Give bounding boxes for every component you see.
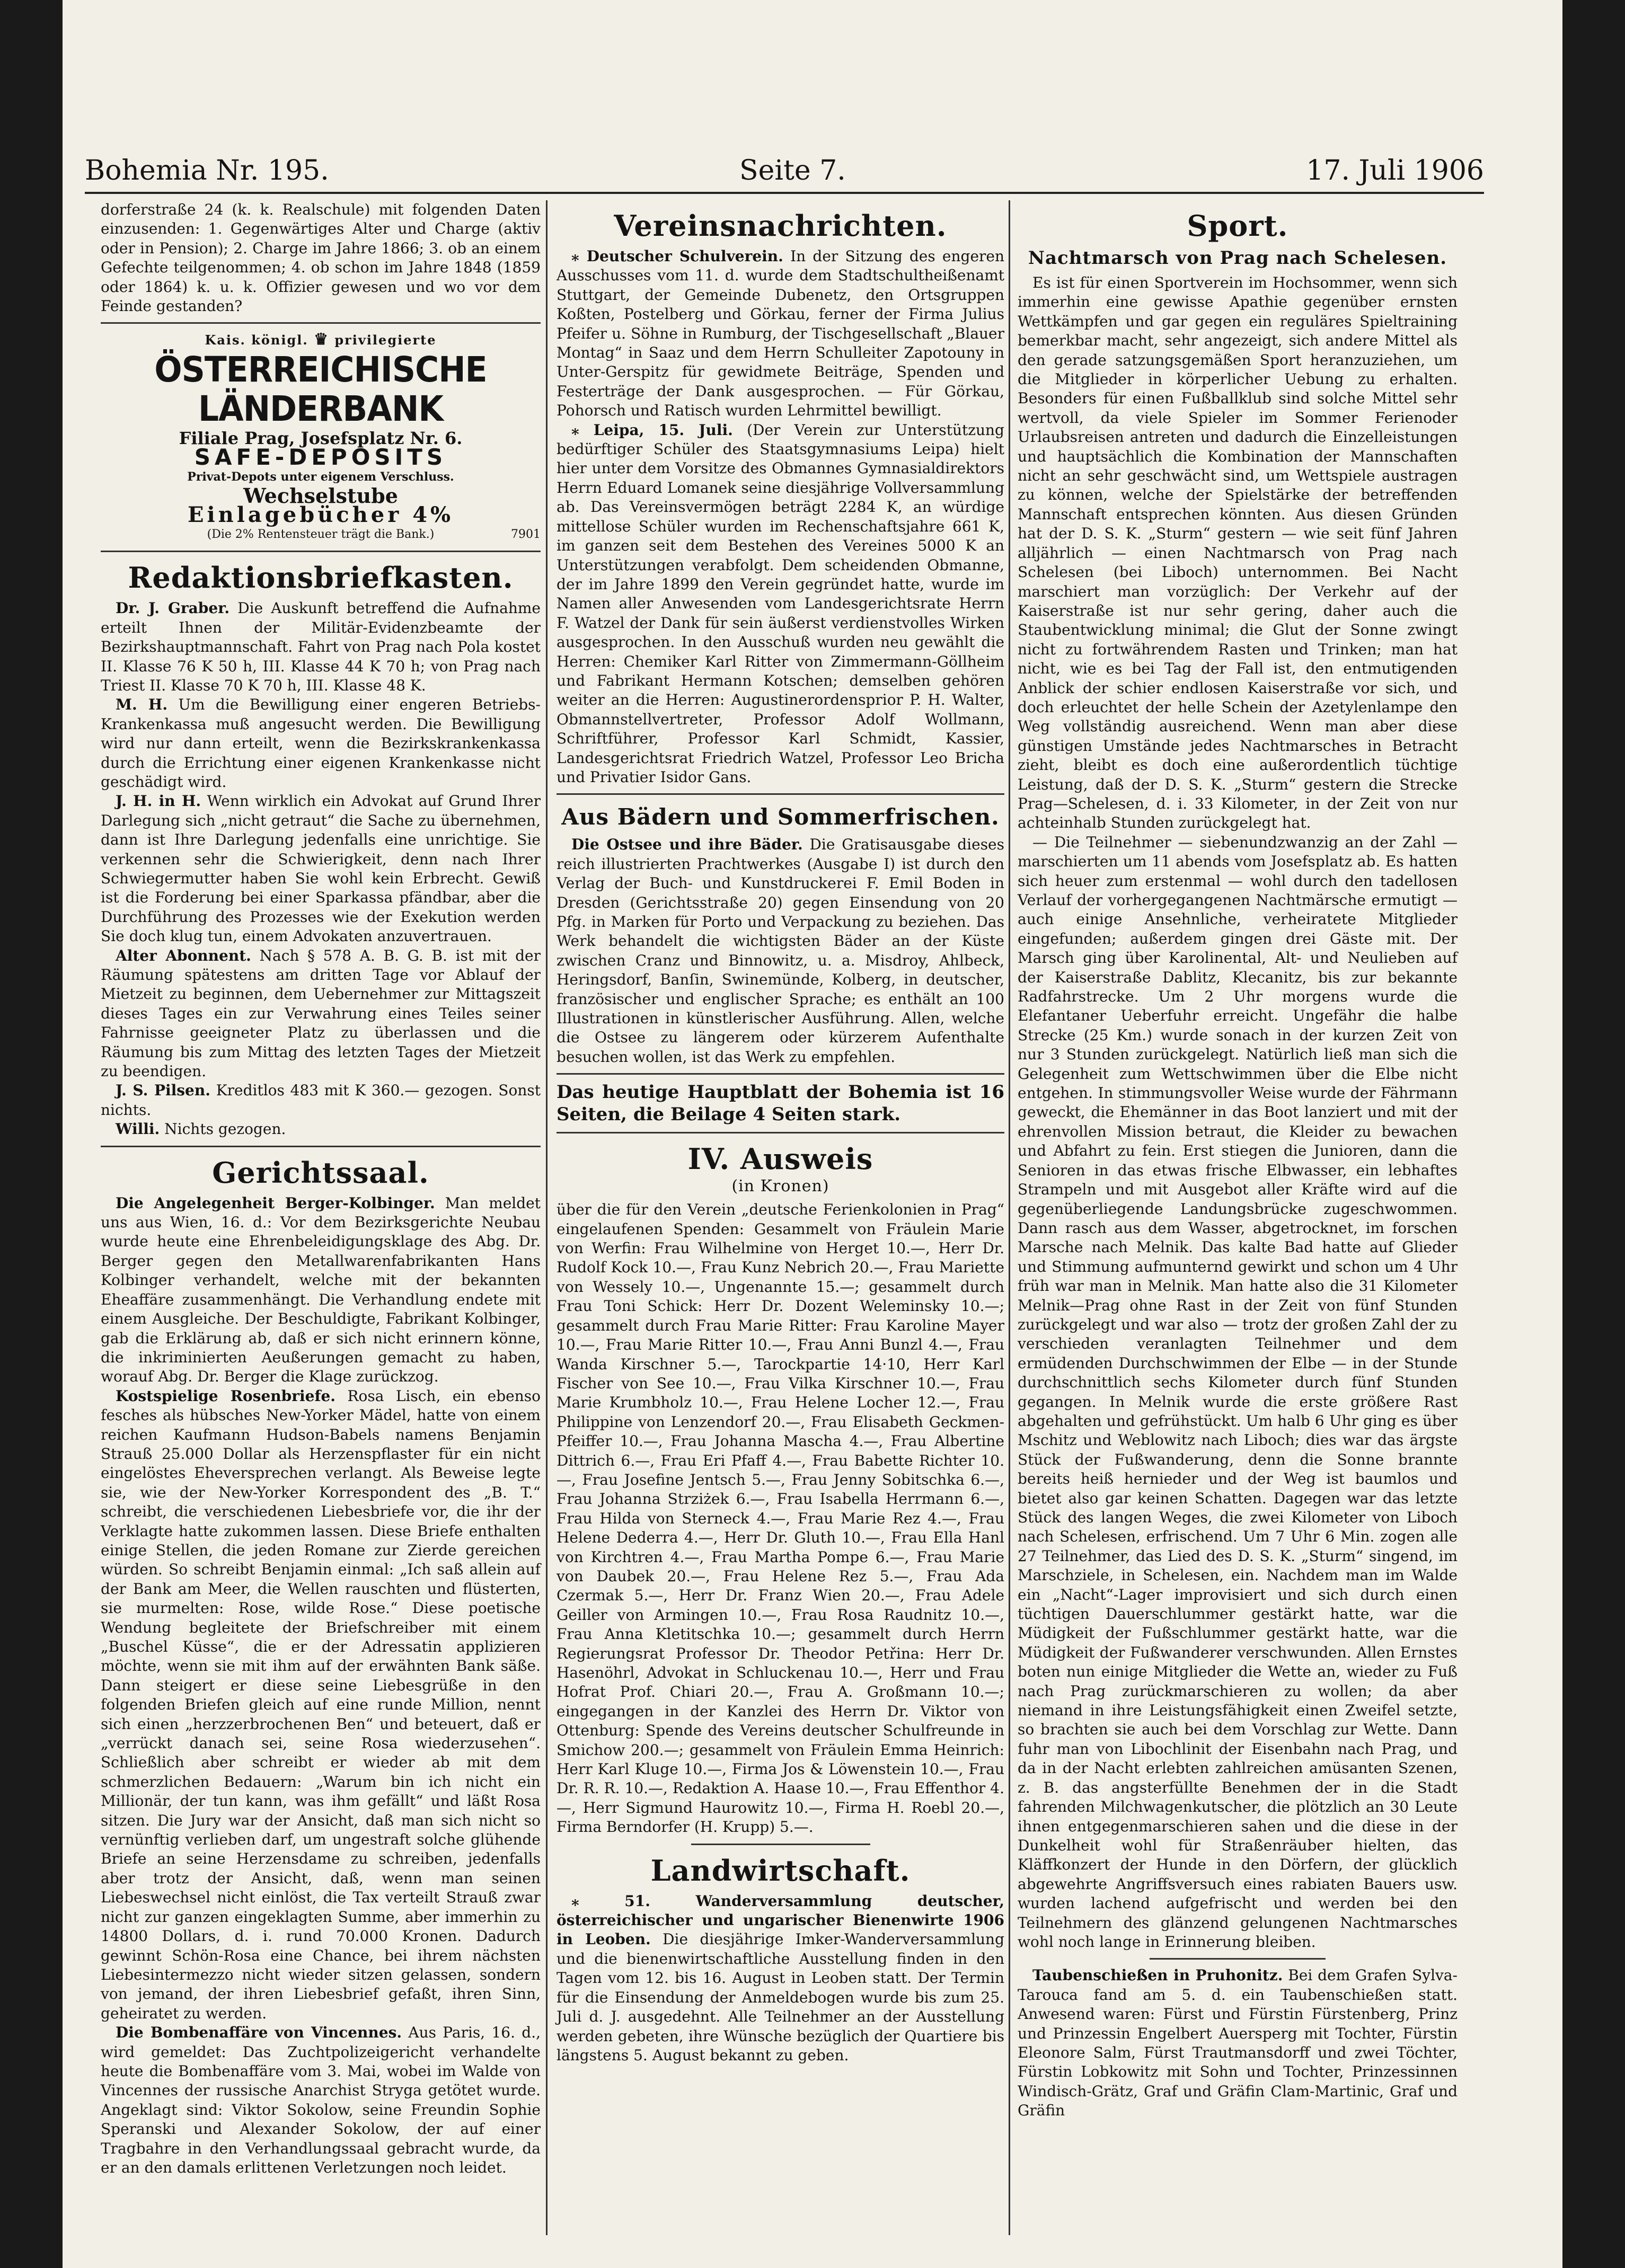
- section-title-briefkasten: Redaktionsbriefkasten.: [128, 561, 514, 595]
- article: [557, 421, 1004, 787]
- column-divider: [546, 200, 547, 2235]
- ad-privilege-a: Kais. königl.: [205, 332, 308, 348]
- donation-list: über die für den Verein „deutsche Ferienkolonien in Prag“ eingelaufenen Spenden: Gesammelt von Fräulein Marie von Werfin: Frau Wilhelmine von Herget 10.—, Herr Dr. Rudolf Kock 10.—, Frau Kunz Nebrich 20.—, Frau Mariette von Wessely 10.—, Ungenannte 15.—; gesammelt durch Frau Toni Schick: Herr Dr. Dozent Weleminsky 10.—; gesammelt durch Frau Marie Ritter: Frau Karoline Mayer 10.—, Frau Marie Ritter 10.—, Frau Anni Bunzl 4.—, Frau Wanda Kirschner 5.—, Tarockpartie 14·10, Herr Karl Fischer von See 10.—, Frau Vilka Kirschner 10.—, Frau Marie Krumbholz 10.—, Frau Helene Locher 12.—, Frau Philippine von Lenzendorf 20.—, Frau Elisabeth Geckmen-Pfeiffer 10.—, Frau Johanna Mascha 4.—, Frau Albertine Dittrich 6.—, Frau Eri Pfaff 4.—, Frau Babette Richter 10.—, Frau Josefine Jentsch 5.—, Frau Jenny Sobitschka 6.—, Frau Johanna Strziżek 6.—, Frau Isabella Herrmann 6.—, Frau Hilda von Sterneck 4.—, Frau Marie Rez 4.—, Frau Helene Dederra 4.—, Herr Dr. Gluth 10.—, Frau Ella Hanl von Kirchtren 4.—, Frau Martha Pompe 6.—, Frau Marie von Daubek 20.—, Frau Helene Rez 5.—, Frau Ada Czermak 5.—, Herr Dr. Franz Wien 20.—, Frau Adele Geiller von Armingen 10.—, Frau Rosa Raudnitz 10.—, Frau Anna Kletitschka 10.—; gesammelt durch Herrn Regierungsrat Professor Dr. Theodor Petřina: Herr Dr. Hasenöhrl, Advokat in Schluckenau 10.—, Herr und Frau Hofrat Prof. Chiari 20.—, Frau A. Großmann 10.—; eingegangen in der Kanzlei des Herrn Dr. Viktor von Ottenburg: Spende des Vereins deutscher Schulfreunde in Smichow 200.—; gesammelt von Fräulein Emma Heinrich: Herr Karl Kluge 10.—, Firma Jos & Löwenstein 10.—, Frau Dr. R. R. 10.—, Redaktion A. Haase 10.—, Frau Effenthor 4.—, Herr Sigmund Haurowitz 10.—, Firma H. Roebl 20.—, Firma Berndorfer (H. Krupp) 5.—.: [557, 1201, 1004, 1836]
- article-text: Die Gratisausgabe dieses reich illustrierten Prachtwerkes (Ausgabe I) ist durch den Verlag der Buch- und Kunstdruckerei F. Emil Boden in Dresden (Gerichtsstraße 20) gegen Einsendung von 20 Pfg. in Marken für Porto und Verpackung zu beziehen. Das Werk behandelt die wichtigsten Bäder an der Küste zwischen Cranz und Binnowitz, u. a. Misdroy, Ahlbeck, Heringsdorf, Banſin, Swinemünde, Kolberg, in deutscher, französischer und englischer Sprache; es enthält an 100 Illustrationen in künstlerischer Ausführung. Allen, welche die Ostsee zu längerem oder kürzerem Aufenthalte besuchen wollen, ist das Werk zu empfehlen.: [557, 836, 1004, 1066]
- article: [1018, 1966, 1458, 2120]
- reply-recipient: Willi.: [116, 1120, 160, 1138]
- reply-text: Die Auskunft betreffend die Aufnahme erteilt Ihnen der Militär-Evidenzbeamte der Bezirkshauptmannschaft. Fahrt von Prag nach Pola kostet II. Klasse 76 K 50 h, III. Klasse 44 K 70 h; von Prag nach Triest II. Klasse 70 K 70 h, III. Klasse 48 K.: [101, 599, 541, 694]
- safe-deposits: SAFE-DEPOSITS: [194, 444, 447, 471]
- letter-reply: [101, 599, 541, 695]
- article-headline: Taubenschießen in Pruhonitz.: [1032, 1966, 1283, 1984]
- ad-privilege-b: privilegierte: [334, 332, 437, 348]
- divider: [101, 1146, 541, 1147]
- newspaper-issue: Bohemia Nr. 195.: [85, 155, 329, 187]
- issue-date: 17. Juli 1906: [1306, 155, 1484, 187]
- reply-text: Nach § 578 A. B. G. B. ist mit der Räumung spätestens am dritten Tage vor Ablauf der Mietzeit zu beginnen, dem Uebernehmer zur Mittagszeit dieses Tages ein zur Verwahrung eines Teiles seiner Fahrnisse geeigneter Platz zu überlassen und die Räumung bis zum Mittag des letzten Tages der Mietzeit zu beendigen.: [101, 946, 541, 1080]
- article-headline: Kostspielige Rosenbriefe.: [116, 1387, 336, 1405]
- savings-books: Einlagebücher 4%: [187, 502, 454, 528]
- bank-advertisement: [101, 330, 541, 544]
- bank-name: ÖSTERREICHISCHE LÄNDERBANK: [154, 349, 487, 429]
- page-count-notice: Das heutige Hauptblatt der Bohemia ist 16 Seiten, die Beilage 4 Seiten stark.: [557, 1082, 1004, 1126]
- ad-code: 7901: [511, 527, 541, 541]
- article: [101, 2023, 541, 2177]
- section-title-baeder: Aus Bädern und Sommerfrischen.: [561, 804, 1000, 830]
- reply-text: Wenn wirklich ein Advokat auf Grund Ihrer Darlegung sich „nicht getraut“ die Sache zu übernehmen, dann ist Ihre Darlegung jedenfalls eine unrichtige. Sie verkennen sehr die Schwierigkeit, denn nach Ihrer Schwiegermutter haben Sie wohl kein Erbrecht. Gewiß ist die Forderung bei einer Sparkassa pfändbar, aber die Durchführung des Prozesses wie der Exekution werden Sie doch klug tun, einem Advokaten anzuvertrauen.: [101, 792, 541, 945]
- page-header: [85, 142, 1484, 190]
- letter-reply: [101, 792, 541, 946]
- article-text: — Die Teilnehmer — siebenundzwanzig an der Zahl — marschierten um 11 abends vom Josefsplatz ab. Es hatten sich heuer zum erstenmal — wohl durch den tadellosen Verlauf der vorhergegangenen Nachtmärsche ermutigt — auch einige Ansehnliche, verheiratete Mitglieder eingefunden; außerdem gingen drei Gäste mit. Der Marsch ging über Karolinental, Alt- und Neulieben auf der Kaiserstraße Dablitz, Klecanitz, bis zur bekannte Radfahrstrecke. Um 2 Uhr morgens wurde die Elefantaner Ueberfuhr erreicht. Ungefähr die halbe Strecke (25 Km.) wurde sonach in der kurzen Zeit von nur 3 Stunden zurückgelegt. Natürlich ließ man sich die Gelegenheit zum Wettschwimmen über die Elbe nicht entgehen. In stimmungsvoller Weise wurde der Fährmann geweckt, die Ehemänner in das Boot lanziert und mit der ehrenvollen Mission betraut, die Kleider zu bewachen und Abfahrt zu fein. Erst stiegen die Junioren, dann die Senioren in das etwas frische Elbwasser, ein lebhaftes Strampeln und mit Ausgebot aller Kräfte wird auf die gegenüberliegende Landungsbrücke zugeschwommen. Dann rasch aus dem Wasser, abgetrocknet, im forschen Marsche nach Melnik. Das kalte Bad hatte auf Glieder und Stimmung aufmunternd gewirkt und schon um 4 Uhr früh war man in Melnik. Man hatte also die 31 Kilometer Melnik—Prag ohne Rast in der Zeit von fünf Stunden zurückgelegt und war also — trotz der großen Zahl der zu verschieden veranlagten Teilnehmer und dem ermüdenden Durchschwimmen der Elbe — in der Stunde durchschnittlich sechs Kilometer durch fünf Stunden gegangen. In Melnik wurde die erste größere Rast abgehalten und gefrühstückt. Um halb 6 Uhr ging es über Mschitz und Weblowitz nach Liboch; dies war das ärgste Stück der Fußwanderung, denn die Sonne brannte bereits heiß hernieder und der Weg ist baumlos und bietet also gar keinen Schatten. Dagegen war das letzte Stück des langen Weges, die zwei Kilometer von Liboch nach Schelesen, erfrischend. Um 7 Uhr 6 Min. zogen alle 27 Teilnehmer, das Lied des D. S. K. „Sturm“ singend, im Marschziele, in Schelesen, ein. Nachdem man im Walde ein „Nacht“-Lager improvisiert und sich durch einen tüchtigen Dauerschlummer gestärkt hatte, war die Müdigkeit der Fußschlummer gestärkt hatte, war die Müdigkeit der Fußwanderer verschwunden. Allen Ernstes boten nun einige Mitglieder die Wette an, wieder zu Fuß nach Prag zurückmarschieren zu wollen; da aber niemand in ihre Leistungsfähigkeit einen Zweifel setzte, so brachten sie auch bei dem Vorschlag zur Wette. Dann fuhr man von Libochlinit der Eisenbahn nach Prag, und da in der Nacht erlebten zahlreichen amüsanten Szenen, z. B. das angsterfüllte Benehmen der in die Stadt fahrenden Milchwagenkutscher, die plötzlich an 30 Leute ihnen entgegenmarschieren sahen und die diese in der Dunkelheit wohl für Straßenräuber hielten, das Kläffkonzert der Hunde in den Dörfern, der glücklich abgewehrte Angriffsversuch eines rabiaten Bauers usw. wurden lachend aufgefrischt und werden bei den Teilnehmern des glänzend gelungenen Nachtmarsches wohl noch lange in Erinnerung bleiben.: [1018, 833, 1458, 1951]
- reply-text: Um die Bewilligung einer engeren Betriebs-Krankenkassa muß angesucht werden. Die Bewilligung wird nur dann erteilt, wenn die Bezirkskrankenkassa durch die Errichtung einer eigenen Krankenkasse nicht geschädigt wird.: [101, 696, 541, 791]
- reply-text: Nichts gezogen.: [164, 1120, 286, 1138]
- divider: [557, 1073, 1004, 1075]
- article-text: Es ist für einen Sportverein im Hochsommer, wenn sich immerhin eine gewisse Apathie gegenüber ernsten Wettkämpfen und gar gegen ein reguläres Spieltraining bemerkbar macht, sehr angezeigt, sich andere Mittel als den gerade satzungsgemäßen Sport heranzuziehen, um die Mitglieder in körperlicher Uebung zu erhalten. Besonders für einen Fußballklub sind solche Mittel sehr wertvoll, da viele Spieler im Sommer Ferienoder Urlaubsreisen antreten und dadurch die Einzelleistungen und hauptsächlich die Kombination der Mannschaften nicht an sehr geschwächt sind, um Wettspiele austragen zu können, welche der Spielstärke der betreffenden Mannschaft entsprechen könnten. Aus diesen Gründen hat der D. S. K. „Sturm“ gestern — wie seit fünf Jahren alljährlich — einen Nachtmarsch von Prag nach Schelesen (bei Liboch) unternommen. Bei Nacht marschiert man vorzüglich: Der Verkehr auf der Kaiserstraße ist nur sehr gering, daher auch die Staubentwicklung minimal; die Glut der Sonne zwingt nicht zu fortwährendem Rasten und Trinken; man hat nicht, wie es bei Tag der Fall ist, den entmutigenden Anblick der schier endlosen Kaiserstraße vor sich, und doch erleuchtet der helle Schein der Azetylenlampe den Weg vollständig ausreichend. Wenn man aber diese günstigen Umstände jedes Nachtmarsches in Betracht zieht, bleibt es doch eine außerordentlich tüchtige Leistung, daß der D. S. K. „Sturm“ gestern die Strecke Prag—Schelesen, d. i. 33 Kilometer, in der Zeit von nur achteinhalb Stunden zurückgelegt hat.: [1018, 274, 1458, 832]
- section-title-landwirtschaft: Landwirtschaft.: [650, 1853, 911, 1888]
- article-headline: ⁎ Deutscher Schulverein.: [571, 247, 783, 265]
- private-depots: Privat-Depots unter eigenem Verschluss.: [187, 469, 454, 484]
- article-headline: Nachtmarsch von Prag nach Schelesen.: [1028, 247, 1447, 269]
- reply-recipient: Alter Abonnent.: [116, 946, 251, 964]
- divider: [101, 322, 541, 324]
- article-text: Rosa Lisch, ein ebenso fesches als hübsches New-Yorker Mädel, hatte von einem reichen Kaufmann Hudson-Babels namens Benjamin Strauß 25.000 Dollar als Herzenspflaster für ein nicht eingelöstes Eheversprechen verlangt. Als Beweise legte sie, wie der New-Yorker Korrespondent des „B. T.“ schreibt, die verschiedenen Liebesbriefe vor, die ihr der Verklagte hatte zukommen lassen. Diese Briefe enthalten einige Stellen, die jeden Romane zur Zierde gereichen würden. So schreibt Benjamin einmal: „Ich saß allein auf der Bank am Meer, die Wellen rauschten und flüsterten, sie murmelten: Rose, wilde Rose.“ Diese poetische Wendung begleitete der Briefschreiber mit einem „Buschel Küsse“, die er der Adressatin applizieren möchte, wenn sie mit ihm auf der erwähnten Bank säße. Dann steigert er diese seine Liebesgrüße in den folgenden Briefen gleich auf eine runde Million, nennt sich einen „herzzerbrochenen Ben“ und beteuert, daß er „verrückt danach sei, seine Rosa wiederzusehen“. Schließlich aber schreibt er wieder ab mit dem schmerzlichen Bedauern: „Warum bin ich nicht ein Millionär, der tun kann, was ihm gefällt“ und läßt Rosa sitzen. Die Jury war der Ansicht, daß man sich nicht so vernünftig verlieben darf, um ungestraft solche glühende Briefe an seine Herzensdame zu schreiben, jedenfalls aber trotz der Ansicht, daß, wenn man seinen Liebeswechsel nicht einlöst, die Tax verteilt Strauß zwar nicht zur ganzen eingeklagten Summe, aber immerhin zu 14800 Dollars, d. i. rund 70.000 Kronen. Dadurch gewinnt Schön-Rosa eine Chance, bei ihrem nächsten Liebesintermezzo nicht wieder sitzen gelassen, sondern von jemand, der ihren Liebesbrief gefaßt, ihren Sinn, geheiratet zu werden.: [101, 1387, 541, 2022]
- article-text: In der Sitzung des engeren Ausschusses vom 11. d. wurde dem Stadtschultheißenamt Stuttgart, der Gemeinde Dubenetz, den Ortsgruppen Koßten, Postelberg und Görkau, ferner der Firma Julius Pfeifer u. Söhne in Rumburg, der Tischgesellschaft „Blauer Montag“ in Saaz und dem Herrn Schulleiter Zapotouny in Unter-Gerspitz für gewidmete Beiträge, Spenden und Festerträge der Dank ausgesprochen. — Für Görkau, Pohorsch und Ratisch wurden Lehrmittel bewilligt.: [557, 247, 1005, 420]
- article: [557, 247, 1004, 421]
- column-1: [101, 200, 541, 2235]
- letter-reply: [101, 1081, 541, 1120]
- crown-icon: ♛: [314, 330, 329, 349]
- currency-note: (in Kronen): [731, 1177, 829, 1196]
- letter-reply: [101, 1120, 541, 1139]
- article-headline: Die Bombenaffäre von Vincennes.: [116, 2024, 402, 2042]
- article-headline: ⁎ Leipa, 15. Juli.: [571, 421, 733, 439]
- rent-tax-note: (Die 2% Rentensteuer trägt die Bank.): [207, 527, 435, 541]
- article-text: Die diesjährige Imker-Wanderversammlung und die bienenwirtschaftliche Ausstellung finden in den Tagen vom 12. bis 16. August in Leoben statt. Der Termin für die Einsendung der Anmeldebogen wurde bis zum 25. Juli d. J. ausgedehnt. Alle Teilnehmer an der Ausstellung werden gebeten, ihre Wünsche bezüglich der Quartiere bis längstens 5. August bekannt zu geben.: [557, 1930, 1005, 2064]
- page-number: Seite 7.: [739, 155, 846, 187]
- article-text: Bei dem Grafen Sylva-Tarouca fand am 5. d. ein Taubenschießen statt. Anwesend waren: Fürst und Fürstin Fürstenberg, Prinz und Prinzessin Engelbert Auersperg mit Tochter, Fürstin Eleonore Salm, Fürst Trautmansdorff und zwei Töchter, Fürstin Lobkowitz mit Sohn und Tochter, Prinzessinnen Windisch-Grätz, Graf und Gräfin Clam-Martinic, Graf und Gräfin: [1018, 1966, 1458, 2120]
- bank-branch: Filiale Prag, Josefsplatz Nr. 6.: [179, 428, 463, 448]
- section-title-sport: Sport.: [1187, 209, 1288, 243]
- section-title-vereinsnachrichten: Vereinsnachrichten.: [614, 209, 947, 243]
- reply-recipient: M. H.: [116, 696, 168, 714]
- article: [557, 835, 1004, 1067]
- ad-footnote: [101, 525, 541, 544]
- article-text: Aus Paris, 16. d., wird gemeldet: Das Zuchtpolizeigericht verhandelte heute die Bombenaffäre vom 3. Mai, wobei im Walde von Vincennes der russische Anarchist Stryga getötet wurde. Angeklagt sind: Viktor Sokolow, seine Freundin Sophie Speranski und Alexander Sokolow, der auf einer Tragbahre in den Verhandlungssaal gebracht wurde, da er an den damals erlittenen Verletzungen noch leidet.: [101, 2024, 541, 2176]
- exchange-office: Wechselstube: [243, 484, 398, 508]
- divider: [1150, 1958, 1326, 1960]
- article: [101, 1194, 541, 1387]
- column-2: [557, 200, 1004, 2235]
- section-title-gerichtssaal: Gerichtssaal.: [212, 1155, 429, 1190]
- divider: [691, 1844, 870, 1845]
- divider: [557, 793, 1004, 795]
- section-title-ausweis: IV. Ausweis: [687, 1142, 873, 1176]
- ad-line: [101, 330, 541, 350]
- column-3: [1018, 200, 1458, 2235]
- divider: [101, 551, 541, 552]
- article-headline: ⁎ 51. Wanderversammlung deutscher, österreichischer und ungarischer Bienenwirte 1906 in Leoben.: [557, 1892, 1004, 1948]
- article-text: (Der Verein zur Unterstützung bedürftiger Schüler des Staatsgymnasiums Leipa) hielt hier unter dem Vorsitze des Obmannes Gymnasialdirektors Herrn Eduard Lomanek seine diesjährige Vollversammlung ab. Das Vereinsvermögen beträgt 2284 K, an würdige mittellose Schüler wurden im Rechenschaftsjahre 661 K, im ganzen seit dem Bestehen des Vereines 5000 K an Unterstützungen verabfolgt. Dem scheidenden Obmanne, der im Jahre 1899 den Verein gegründet hatte, wurde im Namen aller Anwesenden vom Landesgerichtsrate Herrn F. Watzel der Dank für sein äußerst verdienstvolles Wirken ausgesprochen. In den Ausschuß wurden neu gewählt die Herren: Chemiker Karl Ritter von Zimmermann-Göllheim und Fabrikant Hermann Kotschen; demselben gehören weiter an die Herren: Augustinerordensprior P. H. Walter, Obmannstellvertreter, Professor Adolf Wollmann, Schriftführer, Professor Karl Schmidt, Kassier, Landesgerichtsrat Friedrich Watzel, Professor Leo Bricha und Privatier Isidor Gans.: [557, 421, 1004, 786]
- article-text: Man meldet uns aus Wien, 16. d.: Vor dem Bezirksgerichte Neubau wurde heute eine Ehrenbeleidigungsklage des Abg. Dr. Berger gegen den Metallwarenfabrikanten Hans Kolbinger verhandelt, welche mit der bekannten Eheaffäre zusammenhängt. Die Verhandlung endete mit einem Ausgleiche. Der Beschuldigte, Fabrikant Kolbinger, gab die Erklärung ab, daß er sich nicht erinnern könne, die inkriminierten Aeußerungen gemacht zu haben, worauf Abg. Dr. Berger die Klage zurückzog.: [101, 1194, 541, 1386]
- reply-recipient: J. H. in H.: [116, 792, 201, 810]
- reply-text: Kreditlos 483 mit K 360.— gezogen. Sonst nichts.: [101, 1082, 541, 1119]
- article: [557, 1892, 1004, 2066]
- column-divider: [1009, 200, 1010, 2235]
- reply-recipient: J. S. Pilsen.: [116, 1082, 210, 1100]
- letter-reply: [101, 695, 541, 792]
- header-rule: [85, 192, 1484, 194]
- divider: [557, 1132, 1004, 1133]
- intro-paragraph: dorferstraße 24 (k. k. Realschule) mit folgenden Daten einzusenden: 1. Gegenwärtiges Alter und Charge (aktiv oder in Pension); 2. Charge im Jahre 1866; 3. ob an einem Gefechte teilgenommen; 4. ob schon im Jahre 1848 (1859 oder 1864) k. u. k. Offizier gewesen und wo vor dem Feinde gestanden?: [101, 201, 541, 315]
- reply-recipient: Dr. J. Graber.: [116, 599, 230, 617]
- article-headline: Die Ostsee und ihre Bäder.: [571, 836, 803, 854]
- article-headline: Die Angelegenheit Berger-Kolbinger.: [116, 1194, 435, 1212]
- letter-reply: [101, 946, 541, 1082]
- article: [101, 1387, 541, 2023]
